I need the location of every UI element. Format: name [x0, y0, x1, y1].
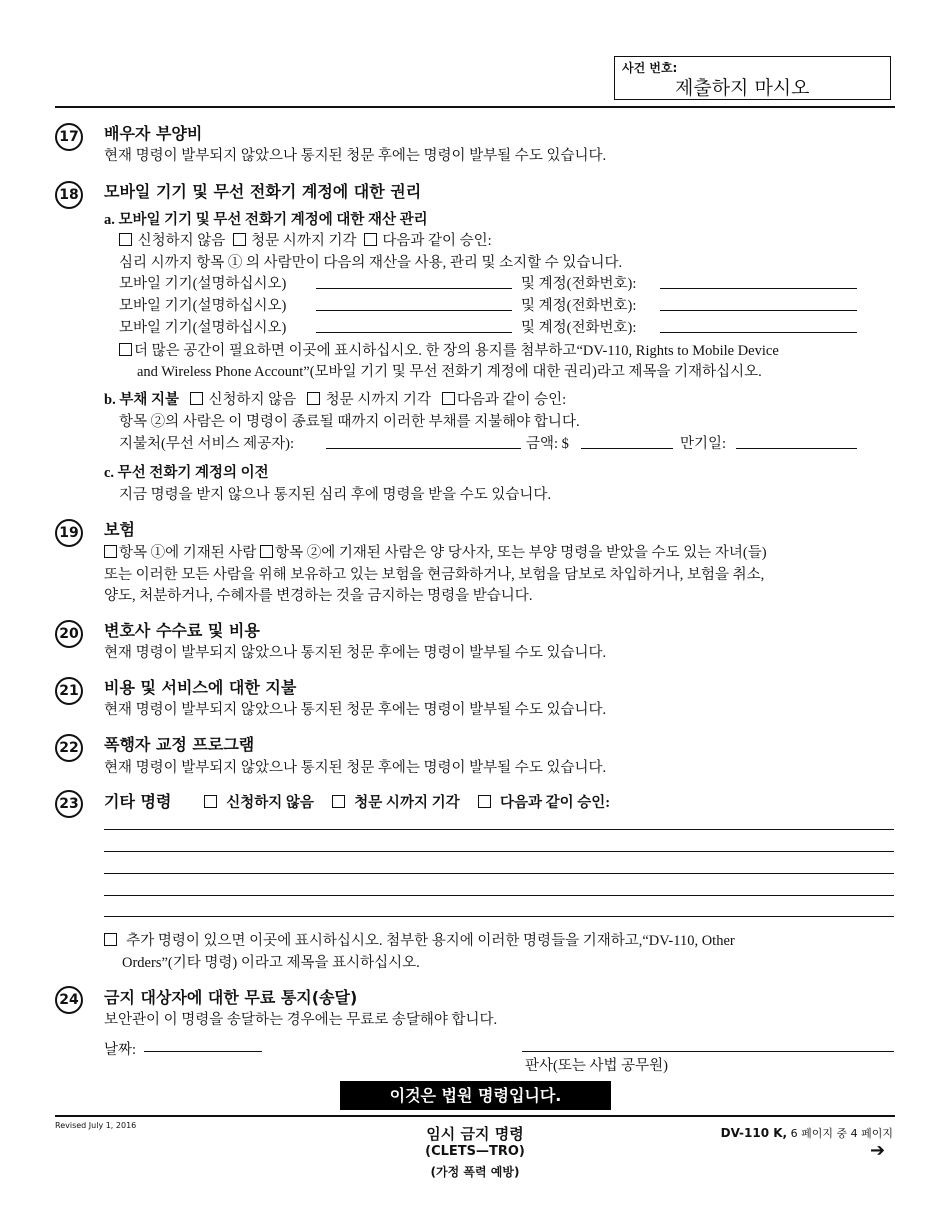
account-field-1[interactable] — [660, 288, 857, 289]
section-23-more-line1 — [104, 929, 735, 950]
section-18b-label: b. 부채 지불 — [104, 392, 179, 408]
section-18b-text: 항목 ②의 사람은 이 명령이 종료될 때까지 이러한 부채를 지불해야 합니다. — [119, 414, 580, 430]
checkbox-18a-not-requested[interactable] — [119, 233, 132, 246]
footer-title-2: (CLETS—TRO) — [425, 1144, 525, 1159]
case-number-value: 제출하지 마시오 — [675, 77, 810, 99]
revised-date: Revised July 1, 2016 — [55, 1121, 137, 1130]
more-space-text: 더 많은 공간이 필요하면 이곳에 표시하십시오. 한 장의 용지를 첨부하고“DV-110, Rights to Mobile Device — [134, 343, 779, 359]
judge-label: 판사(또는 사법 공무원) — [525, 1058, 668, 1074]
device-field-2[interactable] — [316, 310, 512, 311]
date-field[interactable] — [144, 1051, 262, 1052]
option-label: 청문 시까지 기각 — [251, 233, 357, 249]
account-label-1: 및 계정(전화번호): — [521, 276, 637, 292]
other-orders-line-4[interactable] — [104, 895, 894, 896]
section-24-title: 금지 대상자에 대한 무료 통지(송달) — [104, 988, 358, 1007]
footer-title-1: 임시 금지 명령 — [426, 1125, 524, 1143]
device-label-1: 모바일 기기(설명하십시오) — [119, 276, 287, 292]
section-19-line2: 또는 이러한 모든 사람을 위해 보유하고 있는 보험을 현금화하거나, 보험을 담보로 차입하거나, 보험을 취소, — [104, 567, 765, 583]
option-label: 다음과 같이 승인: — [382, 233, 492, 249]
payee-field[interactable] — [326, 448, 521, 449]
footer-page-info — [650, 1125, 893, 1141]
checkbox-23-granted[interactable] — [478, 795, 491, 808]
section-24-number: 24 — [55, 986, 83, 1014]
other-orders-line-1[interactable] — [104, 829, 894, 830]
section-21-title: 비용 및 서비스에 대한 지불 — [104, 678, 297, 697]
section-17-title: 배우자 부양비 — [104, 124, 203, 143]
section-18a-text: 심리 시까지 항목 ① 의 사람만이 다음의 재산을 사용, 관리 및 소지할 수 있습니다. — [119, 255, 623, 271]
judge-signature-line[interactable] — [522, 1051, 894, 1052]
section-18b-row — [104, 388, 566, 409]
section-20-title: 변호사 수수료 및 비용 — [104, 621, 260, 640]
footer-rule — [55, 1115, 895, 1117]
due-label: 만기일: — [680, 436, 727, 452]
section-23-more-line2: Orders”(기타 명령) 이라고 제목을 표시하십시오. — [122, 955, 420, 971]
checkbox-19-person2[interactable] — [260, 545, 273, 558]
court-order-banner: 이것은 법원 명령입니다. — [340, 1081, 611, 1110]
section-23-title: 기타 명령 — [104, 792, 172, 811]
section-18a-more-line1 — [119, 339, 779, 360]
section-24-text: 보안관이 이 명령을 송달하는 경우에는 무료로 송달해야 합니다. — [104, 1012, 498, 1028]
section-19-line1 — [104, 541, 767, 562]
section-18-title: 모바일 기기 및 무선 전화기 계정에 대한 권리 — [104, 182, 422, 201]
section-18a-more-line2: and Wireless Phone Account”(모바일 기기 및 무선 전화기 계정에 대한 권리)라고 제목을 기재하십시오. — [137, 364, 762, 380]
due-field[interactable] — [736, 448, 857, 449]
other-orders-line-3[interactable] — [104, 873, 894, 874]
option-label: 신청하지 않음 — [226, 795, 314, 811]
account-field-3[interactable] — [660, 332, 857, 333]
section-18a-label: a. 모바일 기기 및 무선 전화기 계정에 대한 재산 관리 — [104, 212, 428, 228]
more-orders-text: 추가 명령이 있으면 이곳에 표시하십시오. 첨부한 용지에 이러한 명령들을 기재하고,“DV-110, Other — [126, 933, 735, 949]
section-20-text: 현재 명령이 발부되지 않았으나 통지된 청문 후에는 명령이 발부될 수도 있습니다. — [104, 645, 607, 661]
checkbox-23-not-requested[interactable] — [204, 795, 217, 808]
date-label: 날짜: — [104, 1042, 137, 1058]
device-field-3[interactable] — [316, 332, 512, 333]
option-label: 항목 ①에 기재된 사람 — [119, 545, 257, 561]
section-21-text: 현재 명령이 발부되지 않았으나 통지된 청문 후에는 명령이 발부될 수도 있습니다. — [104, 702, 607, 718]
other-orders-line-2[interactable] — [104, 851, 894, 852]
section-22-number: 22 — [55, 734, 83, 762]
payee-label: 지불처(무선 서비스 제공자): — [119, 436, 295, 452]
section-22-text: 현재 명령이 발부되지 않았으나 통지된 청문 후에는 명령이 발부될 수도 있습니다. — [104, 760, 607, 776]
device-label-2: 모바일 기기(설명하십시오) — [119, 298, 287, 314]
checkbox-18b-until-hearing[interactable] — [307, 392, 320, 405]
section-22-title: 폭행자 교정 프로그램 — [104, 735, 255, 754]
account-label-3: 및 계정(전화번호): — [521, 320, 637, 336]
case-number-label: 사건 번호: — [622, 61, 678, 75]
other-orders-line-5[interactable] — [104, 916, 894, 917]
amount-field[interactable] — [581, 448, 673, 449]
account-field-2[interactable] — [660, 310, 857, 311]
section-23-options — [204, 791, 610, 812]
section-17-number: 17 — [55, 123, 83, 151]
option-label: 항목 ②에 기재된 사람은 양 당사자, 또는 부양 명령을 받았을 수도 있는 자녀(들) — [275, 545, 767, 561]
checkbox-18b-granted[interactable] — [442, 392, 455, 405]
header-rule — [55, 106, 895, 108]
page-count: 6 페이지 중 4 페이지 — [790, 1127, 893, 1140]
device-field-1[interactable] — [316, 288, 512, 289]
device-label-3: 모바일 기기(설명하십시오) — [119, 320, 287, 336]
option-label: 청문 시까지 기각 — [354, 795, 460, 811]
section-18a-options — [119, 229, 492, 250]
account-label-2: 및 계정(전화번호): — [521, 298, 637, 314]
checkbox-23-until-hearing[interactable] — [332, 795, 345, 808]
section-21-number: 21 — [55, 677, 83, 705]
section-18c-label: c. 무선 전화기 계정의 이전 — [104, 465, 269, 481]
option-label: 청문 시까지 기각 — [325, 392, 431, 408]
checkbox-18b-not-requested[interactable] — [190, 392, 203, 405]
section-19-title: 보험 — [104, 520, 135, 539]
option-label: 신청하지 않음 — [137, 233, 226, 249]
form-id: DV-110 K, — [720, 1126, 788, 1140]
section-20-number: 20 — [55, 620, 83, 648]
amount-label: 금액: $ — [526, 436, 569, 452]
checkbox-19-person1[interactable] — [104, 545, 117, 558]
section-23-number: 23 — [55, 790, 83, 818]
section-19-line3: 양도, 처분하거나, 수혜자를 변경하는 것을 금지하는 명령을 받습니다. — [104, 588, 533, 604]
checkbox-18a-until-hearing[interactable] — [233, 233, 246, 246]
section-19-number: 19 — [55, 519, 83, 547]
section-18-number: 18 — [55, 181, 83, 209]
checkbox-18a-more-space[interactable] — [119, 343, 132, 356]
option-label: 신청하지 않음 — [208, 392, 297, 408]
option-label: 다음과 같이 승인: — [456, 392, 567, 408]
next-page-arrow-icon: ➔ — [870, 1140, 886, 1161]
checkbox-23-more-orders[interactable] — [104, 933, 117, 946]
checkbox-18a-granted[interactable] — [364, 233, 377, 246]
case-number-box — [614, 56, 891, 100]
option-label: 다음과 같이 승인: — [499, 795, 611, 811]
section-17-text: 현재 명령이 발부되지 않았으나 통지된 청문 후에는 명령이 발부될 수도 있습니다. — [104, 148, 607, 164]
footer-title-3: (가정 폭력 예방) — [430, 1165, 520, 1179]
section-18c-text: 지금 명령을 받지 않으나 통지된 심리 후에 명령을 받을 수도 있습니다. — [119, 487, 552, 503]
